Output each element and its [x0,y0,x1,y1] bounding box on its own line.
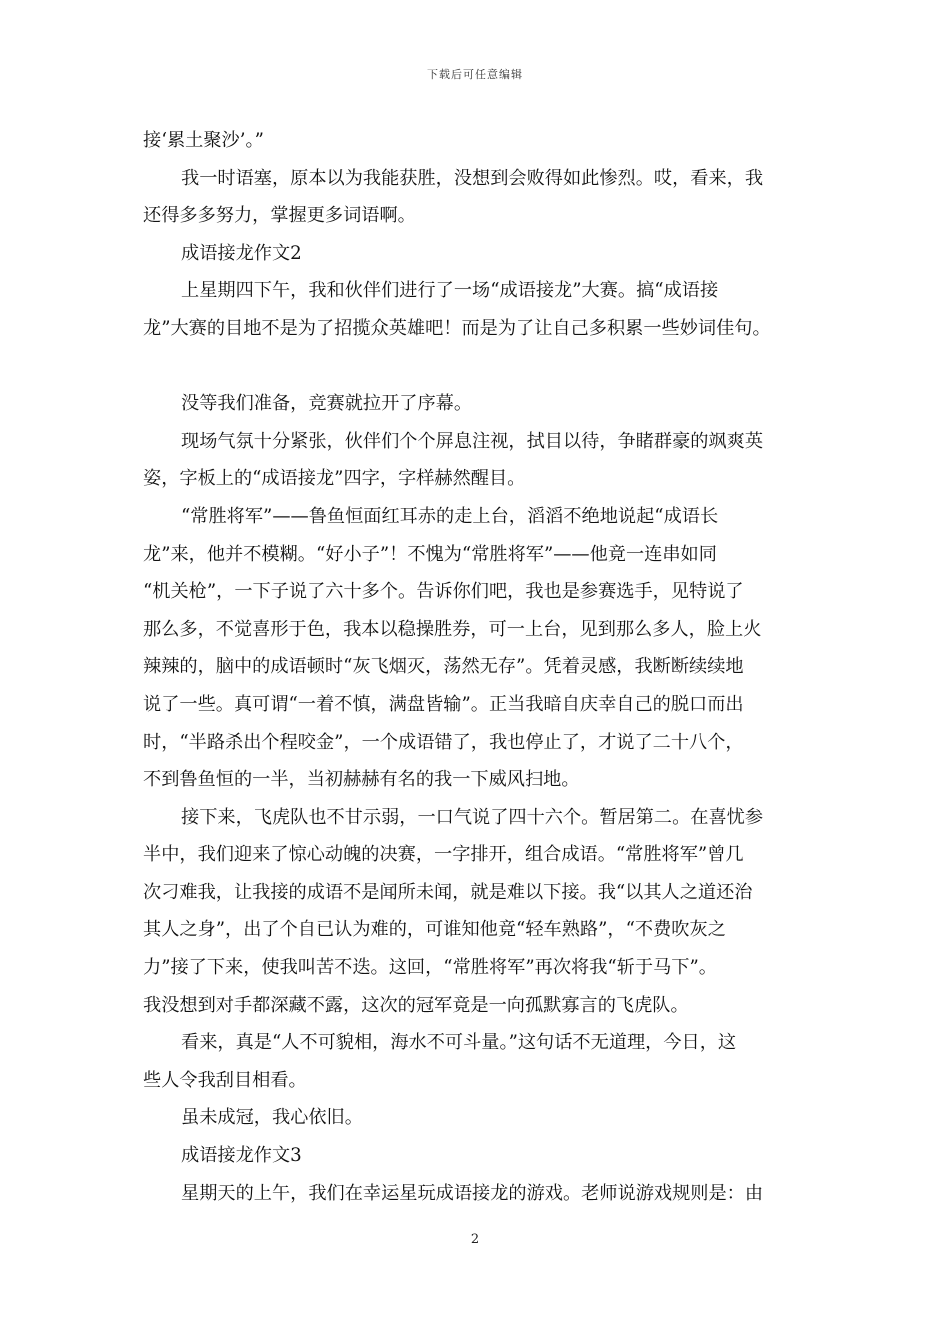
text-line: 没等我们准备，竞赛就拉开了序幕。 [181,393,473,415]
text-line: 龙”来，他并不模糊。“好小子”！不愧为“常胜将军”——他竟一连串如同 [143,543,717,565]
text-line: “常胜将军”——鲁鱼恒面红耳赤的走上台，滔滔不绝地说起“成语长 [181,505,719,527]
section-heading: 成语接龙作文3 [181,1145,302,1167]
text-line: 还得多多努力，掌握更多词语啊。 [143,205,416,227]
paragraph-gap [143,348,811,386]
text-line: 看来，真是“人不可貌相，海水不可斗量。”这句话不无道理，今日，这 [181,1032,737,1054]
text-line: 力”接了下来，使我叫苦不迭。这回，“常胜将军”再次将我“斩于马下”。 [143,957,717,979]
text-line: 次刁难我，让我接的成语不是闻所未闻，就是难以下接。我“以其人之道还治 [143,881,753,903]
text-line: 接下来，飞虎队也不甘示弱，一口气说了四十六个。暂居第二。在喜忧参 [181,806,764,828]
text-line: 些人令我刮目相看。 [143,1069,307,1091]
text-line: 不到鲁鱼恒的一半，当初赫赫有名的我一下威风扫地。 [143,769,580,791]
text-line: 星期天的上午，我们在幸运星玩成语接龙的游戏。老师说游戏规则是：由 [181,1182,764,1204]
text-line: “机关枪”，一下子说了六十多个。告诉你们吧，我也是参赛选手，见特说了 [143,581,744,603]
text-line: 上星期四下午，我和伙伴们进行了一场“成语接龙”大赛。搞“成语接 [181,280,719,302]
text-line: 说了一些。真可谓“一着不慎，满盘皆输”。正当我暗自庆幸自己的脱口而出 [143,693,744,715]
text-line: 虽未成冠，我心依旧。 [181,1107,363,1129]
text-line: 我没想到对手都深藏不露，这次的冠军竟是一向孤默寡言的飞虎队。 [143,994,689,1016]
text-line: 其人之身”，出了个自已认为难的，可谁知他竟“轻车熟路”，“不费吹灰之 [143,919,726,941]
document-body [143,122,811,1212]
text-line: 时，“半路杀出个程咬金”，一个成语错了，我也停止了，才说了二十八个， [143,731,744,753]
text-line: 我一时语塞，原本以为我能获胜，没想到会败得如此惨烈。哎，看来，我 [181,167,764,189]
section-heading: 成语接龙作文2 [181,242,302,264]
text-line: 那么多，不觉喜形于色，我本以稳操胜券，可一上台，见到那么多人，脸上火 [143,618,762,640]
text-line: 半中，我们迎来了惊心动魄的决赛，一字排开，组合成语。“常胜将军”曾几 [143,844,744,866]
page-number: 2 [470,1232,480,1247]
text-line: 接‘累土聚沙’。” [143,130,264,151]
text-line: 现场气氛十分紧张，伙伴们个个屏息注视，拭目以待，争睹群豪的飒爽英 [181,430,764,452]
page-header: 下载后可任意编辑 [427,68,523,81]
text-line: 辣辣的，脑中的成语顿时“灰飞烟灭，荡然无存”。凭着灵感，我断断续续地 [143,656,744,678]
text-line: 龙”大赛的目地不是为了招揽众英雄吧！而是为了让自己多积累一些妙词佳句。 [143,317,771,339]
text-line: 姿，字板上的“成语接龙”四字，字样赫然醒目。 [143,468,526,490]
